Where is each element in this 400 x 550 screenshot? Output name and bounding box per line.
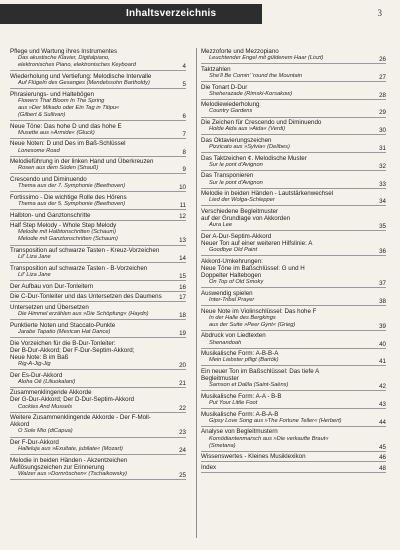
toc-page-number: 48 (379, 464, 386, 472)
toc-entry (10, 194, 186, 210)
toc-entry-title: Index (201, 463, 217, 471)
toc-entry-piece: She'll Be Comin' 'round the Mountain (209, 72, 303, 79)
toc-page-number: 18 (179, 312, 186, 320)
toc-entry-title: Melodie in beiden Händen - Akzentzeichen (10, 456, 128, 464)
toc-entry (10, 389, 186, 412)
toc-entry-piece: Melodie mit Ganztonschritten (Schaum) (18, 236, 118, 243)
toc-entry-piece: In der Halle des Bergkings (209, 314, 276, 321)
toc-page-number: 29 (379, 109, 386, 117)
toc-entry-piece: Sur le pont d'Avignon (209, 161, 263, 168)
toc-entry-piece: Holde Aida aus »Aida« (Verdi) (209, 126, 286, 133)
toc-page-number: 7 (182, 130, 186, 138)
toc-entry-title: Mezzoforte und Mezzopiano (201, 48, 279, 55)
toc-entry-title: Musikalische Form: A-A - B-B (201, 392, 282, 400)
toc-entry (201, 332, 386, 348)
toc-entry-title: Der F-Dur-Akkord (10, 439, 59, 447)
toc-entry-title: Auswendig spielen (201, 289, 253, 297)
toc-entry-piece: aus »Der Mikado oder Ein Tag in Titipu« (18, 104, 120, 111)
toc-page-number: 11 (179, 201, 186, 209)
toc-entry-piece: Leuchtender Engel mit güldenem Haar (Liszt) (209, 55, 324, 62)
toc-page-number: 5 (182, 80, 186, 88)
toc-entry-title: Punktierte Noten und Staccato-Punkte (10, 321, 116, 329)
toc-entry-title: Wissenswertes - Kleines Musiklexikon (201, 453, 306, 461)
toc-page-number: 19 (179, 329, 186, 337)
toc-entry (201, 119, 386, 135)
toc-entry-piece: Halleluja aus »Exultate, jubilate« (Mozart) (18, 446, 123, 453)
toc-page-number: 8 (182, 148, 186, 156)
toc-page-number: 24 (179, 447, 186, 455)
toc-page-number: 31 (379, 145, 386, 152)
toc-page-number: 4 (182, 63, 186, 71)
toc-entry-title: Phrasierungs- und Haltebögen (10, 90, 94, 98)
toc-entry-piece: Aloha Oê (Liliuokalani) (18, 378, 76, 385)
toc-entry-title: Der G-Dur-Akkord; Der D-Dur-Septim-Akkord (10, 396, 135, 404)
toc-entry (10, 322, 186, 338)
toc-entry (201, 101, 386, 117)
toc-page-number: 25 (179, 472, 186, 480)
toc-entry (201, 308, 386, 331)
toc-page-number: 44 (379, 418, 386, 426)
toc-entry (201, 137, 386, 153)
toc-page-number: 27 (379, 73, 386, 81)
toc-entry-piece: Inter-Tribal Prayer (209, 296, 255, 303)
toc-entry-piece: Musette aus »Armide« (Gluck) (18, 129, 95, 136)
toc-page-number: 13 (179, 237, 186, 245)
toc-entry-title: Crescendo und Diminuendo (10, 175, 87, 183)
toc-entry (201, 233, 386, 256)
toc-entry (201, 428, 386, 451)
toc-entry-piece: Mein Liebster pfligt (Bartók) (209, 357, 279, 364)
toc-entry-title: Wiederholung und Vertiefung: Melodische Intervalle (10, 72, 152, 80)
toc-entry (201, 155, 386, 171)
toc-entry (10, 91, 186, 121)
toc-entry (10, 457, 186, 480)
toc-page-number: 35 (379, 223, 386, 231)
toc-entry-piece: Pizzicato aus »Sylvia« (Delibes) (209, 144, 290, 150)
toc-entry-piece: On Top of Old Smoky (209, 279, 264, 286)
toc-entry-title: Neue Note im Violinschlüssel: Das hohe F (201, 307, 317, 315)
toc-entry-title: Musikalische Form: A-B-B-A (201, 350, 279, 358)
toc-entry-title: Analyse von Begleitmustern (201, 428, 278, 436)
toc-entry-piece: Jarabe Tapatio (Mexican Hat Dance) (18, 328, 111, 335)
toc-entry (10, 140, 186, 156)
toc-entry-title: Begleitmuster (201, 375, 239, 383)
toc-entry-title: Fortissimo - Die wichtige Rolle des Hörens (10, 193, 127, 201)
toc-entry-title: Neue Töne im Baßschlüssel: G und H (201, 264, 305, 272)
page-title: Inhaltsverzeichnis (126, 8, 217, 19)
toc-page-number: 45 (379, 443, 386, 451)
toc-entry (10, 158, 186, 174)
toc-entry-title: Die C-Dur-Tonleiter und das Untersetzen des Daumens (10, 293, 162, 301)
toc-entry-title: Auflösungszeichen zur Erinnerung (10, 463, 105, 471)
toc-page-number: 20 (179, 361, 186, 369)
toc-entry (201, 48, 386, 64)
toc-entry-title: Weitere Zusammenklingende Akkorde - Der F-Moll-Akkord (10, 414, 151, 429)
toc-page-number: 36 (379, 248, 386, 256)
toc-entry-piece: Thema aus der 7. Symphonie (Beethoven) (18, 183, 126, 190)
toc-page-number: 41 (379, 358, 386, 366)
toc-page-number: 33 (379, 180, 386, 188)
toc-entry-piece: Die Himmel erzählen aus »Die Schöpfung« (Haydn) (18, 311, 149, 318)
toc-page-number: 30 (379, 127, 386, 135)
toc-entry-piece: (Gilbert & Sullivan) (18, 111, 66, 118)
toc-entry-piece: Cockles And Mussels (18, 403, 73, 410)
toc-entry (10, 176, 186, 192)
toc-entry (10, 283, 186, 292)
toc-left-column (10, 48, 186, 482)
toc-entry-piece: Flowers That Bloom In The Spring (18, 97, 105, 104)
toc-entry-title: Das Transponieren (201, 172, 254, 180)
page-header (0, 0, 400, 28)
toc-entry (10, 372, 186, 388)
toc-page-number: 23 (179, 429, 186, 437)
toc-entry-title: Melodiewiederholung (201, 101, 260, 109)
toc-page-number: 10 (179, 184, 186, 192)
toc-entry-title: Transposition auf schwarze Tasten - Kreuz-Vorzeichen (10, 247, 160, 255)
toc-entry-piece: elektronisches Piano, elektronisches Keyboard (18, 62, 136, 69)
toc-entry-title: Neue Noten: D und Des im Baß-Schlüssel (10, 140, 126, 148)
toc-entry (201, 464, 386, 473)
toc-entry-title: Abdruck von Liedtexten (201, 332, 266, 340)
toc-entry-title: Zusammenklingende Akkorde (10, 389, 92, 397)
toc-entry-piece: Auf Flügeln des Gesanges (Mendelssohn Bartholdy) (18, 79, 150, 86)
toc-page-number: 40 (379, 340, 386, 348)
toc-entry-piece: Komödiantenmarsch aus »Die verkaufte Braut« (209, 435, 329, 442)
toc-page-number: 14 (179, 255, 186, 263)
toc-entry-title: Der Aufbau von Dur-Tonleitern (10, 282, 94, 290)
toc-entry-title: Neuer Ton auf einer weiteren Hilfslinie: A (201, 240, 313, 247)
toc-page-number: 43 (379, 400, 386, 408)
toc-entry-piece: Lil' Liza Jane (18, 254, 51, 261)
toc-page-number: 22 (179, 404, 186, 412)
toc-entry-piece: O Sole Mio (diCapua) (18, 428, 73, 435)
toc-right-column (201, 48, 386, 475)
toc-entry-title: Das Taktzeichen ¢. Melodische Muster (201, 154, 307, 162)
toc-page-number: 21 (179, 379, 186, 387)
toc-entry (10, 340, 186, 370)
toc-entry-title: Die Tonart D-Dur (201, 83, 248, 91)
toc-entry-piece: Aura Lee (209, 222, 233, 229)
toc-page-number: 16 (179, 283, 186, 291)
toc-entry-piece: Rig-A-Jig-Jig (18, 360, 51, 367)
toc-page-number: 37 (379, 280, 386, 288)
column-divider (196, 48, 197, 538)
toc-entry (201, 258, 386, 288)
toc-entry-title: Melodie in beiden Händen - Lautstärkenwechsel (201, 190, 334, 198)
toc-page-number: 46 (379, 454, 386, 462)
toc-page-number: 17 (179, 294, 186, 302)
toc-entry-piece: Put Your Little Foot (209, 399, 258, 406)
toc-entry-piece: Lied der Wolga-Schlepper (209, 197, 275, 204)
toc-entry (10, 293, 186, 302)
toc-page-number: 15 (179, 272, 186, 280)
toc-entry-piece: Lonesome Road (18, 147, 60, 154)
page-number: 3 (377, 8, 382, 18)
toc-entry-title: Der B-Dur-Akkord; Der F-Dur-Septim-Akkord; (10, 346, 135, 354)
toc-entry-piece: Sur le pont d'Avignon (209, 179, 263, 186)
toc-entry-piece: Das akustische Klavier, Digitalpiano, (18, 55, 110, 62)
toc-entry (10, 439, 186, 455)
toc-entry-title: Der A-Dur-Septim-Akkord (201, 232, 272, 240)
toc-entry-piece: (Smetana) (209, 442, 236, 449)
toc-entry-title: Melodieführung in der linken Hand und Überkreuzen (10, 158, 154, 166)
toc-entry-piece: Lil' Liza Jane (18, 271, 51, 278)
toc-page-number: 12 (179, 212, 186, 220)
toc-entry (10, 414, 186, 437)
toc-page-number: 28 (379, 91, 386, 99)
toc-entry-title: Doppelter Haltebogen (201, 271, 262, 279)
toc-entry-title: Der Es-Dur-Akkord (10, 371, 63, 379)
toc-entry-piece: Samson et Dalila (Saint-Saëns) (209, 382, 289, 389)
toc-entry-title: Das Oktavierungszeichen (201, 136, 272, 144)
toc-entry-piece: Gipsy Love Song aus »The Fortune Teller« (Herbert) (209, 417, 342, 424)
toc-entry (201, 290, 386, 306)
toc-entry-title: Transposition auf schwarze Tasten - B-Vorzeichen (10, 264, 148, 272)
toc-page-number: 32 (379, 162, 386, 170)
toc-page-number: 6 (182, 112, 186, 120)
toc-page-number: 34 (379, 198, 386, 206)
toc-entry (10, 48, 186, 71)
toc-entry-title: Die Zeichen für Crescendo und Diminuendo (201, 119, 322, 127)
toc-entry-title: Musikalische Form: A-B-A-B (201, 410, 279, 418)
toc-page-number: 39 (379, 322, 386, 330)
toc-entry (201, 453, 386, 462)
toc-entry (10, 247, 186, 263)
toc-entry-piece: Walzer aus »Dornröschen« (Tschaikowsky) (18, 471, 128, 478)
toc-entry-title: auf der Grundlage von Akkorden (201, 215, 291, 223)
toc-entry (201, 208, 386, 231)
toc-entry-title: Ein neuer Ton im Baßschlüssel: Das tiefe A (201, 367, 320, 375)
toc-page-number: 38 (379, 297, 386, 305)
toc-page-number: 26 (379, 56, 386, 64)
toc-entry-piece: Sheherazade (Rimski-Korsakow) (209, 90, 293, 97)
toc-entry-title: Die Vorzeichen für die B-Dur-Tonleiter: (10, 339, 116, 347)
toc-entry-title: Untersetzen und Übersetzen (10, 304, 89, 312)
toc-entry-title: Neue Note: B im Baß (10, 353, 69, 361)
toc-entry (201, 368, 386, 391)
toc-entry-title: Neue Töne: Das hohe D und das hohe E (10, 122, 122, 130)
toc-entry (201, 393, 386, 409)
toc-page-number: 9 (182, 166, 186, 174)
toc-entry (10, 123, 186, 139)
toc-entry-piece: Rosen aus dem Süden (Strauß) (18, 165, 99, 172)
toc-entry-title: Verschiedene Begleitmuster (201, 208, 279, 216)
toc-entry (201, 66, 386, 82)
toc-entry (201, 172, 386, 188)
toc-entry (201, 350, 386, 366)
toc-entry (201, 84, 386, 100)
toc-entry-title: Pflege und Wartung ihres Instrumentes (10, 48, 118, 55)
toc-entry-piece: aus der Suite »Peer Gynt« (Grieg) (209, 321, 296, 328)
toc-entry-piece: Melodie mit Halbtonschritten (Schaum) (18, 229, 116, 236)
toc-entry-title: Taktzahlen (201, 65, 231, 73)
toc-entry-title: Akkord-Umkehrungen: (201, 257, 263, 265)
toc-entry-piece: Goodbye Old Paint (209, 247, 258, 254)
toc-entry-piece: Country Gardens (209, 108, 253, 115)
toc-entry (10, 212, 186, 221)
toc-entry (201, 411, 386, 427)
toc-entry-piece: Thema aus der 5. Symphonie (Beethoven) (18, 200, 126, 207)
toc-entry (10, 73, 186, 89)
toc-entry-title: Half Step Melody - Whole Step Melody (10, 222, 117, 230)
toc-entry (10, 265, 186, 281)
toc-entry (10, 222, 186, 245)
toc-entry-title: Halbton- und Ganztonschritte (10, 211, 91, 219)
toc-entry (10, 304, 186, 320)
toc-page-number: 42 (379, 383, 386, 391)
toc-entry (201, 190, 386, 206)
toc-entry-piece: Shenandoah (209, 339, 242, 346)
